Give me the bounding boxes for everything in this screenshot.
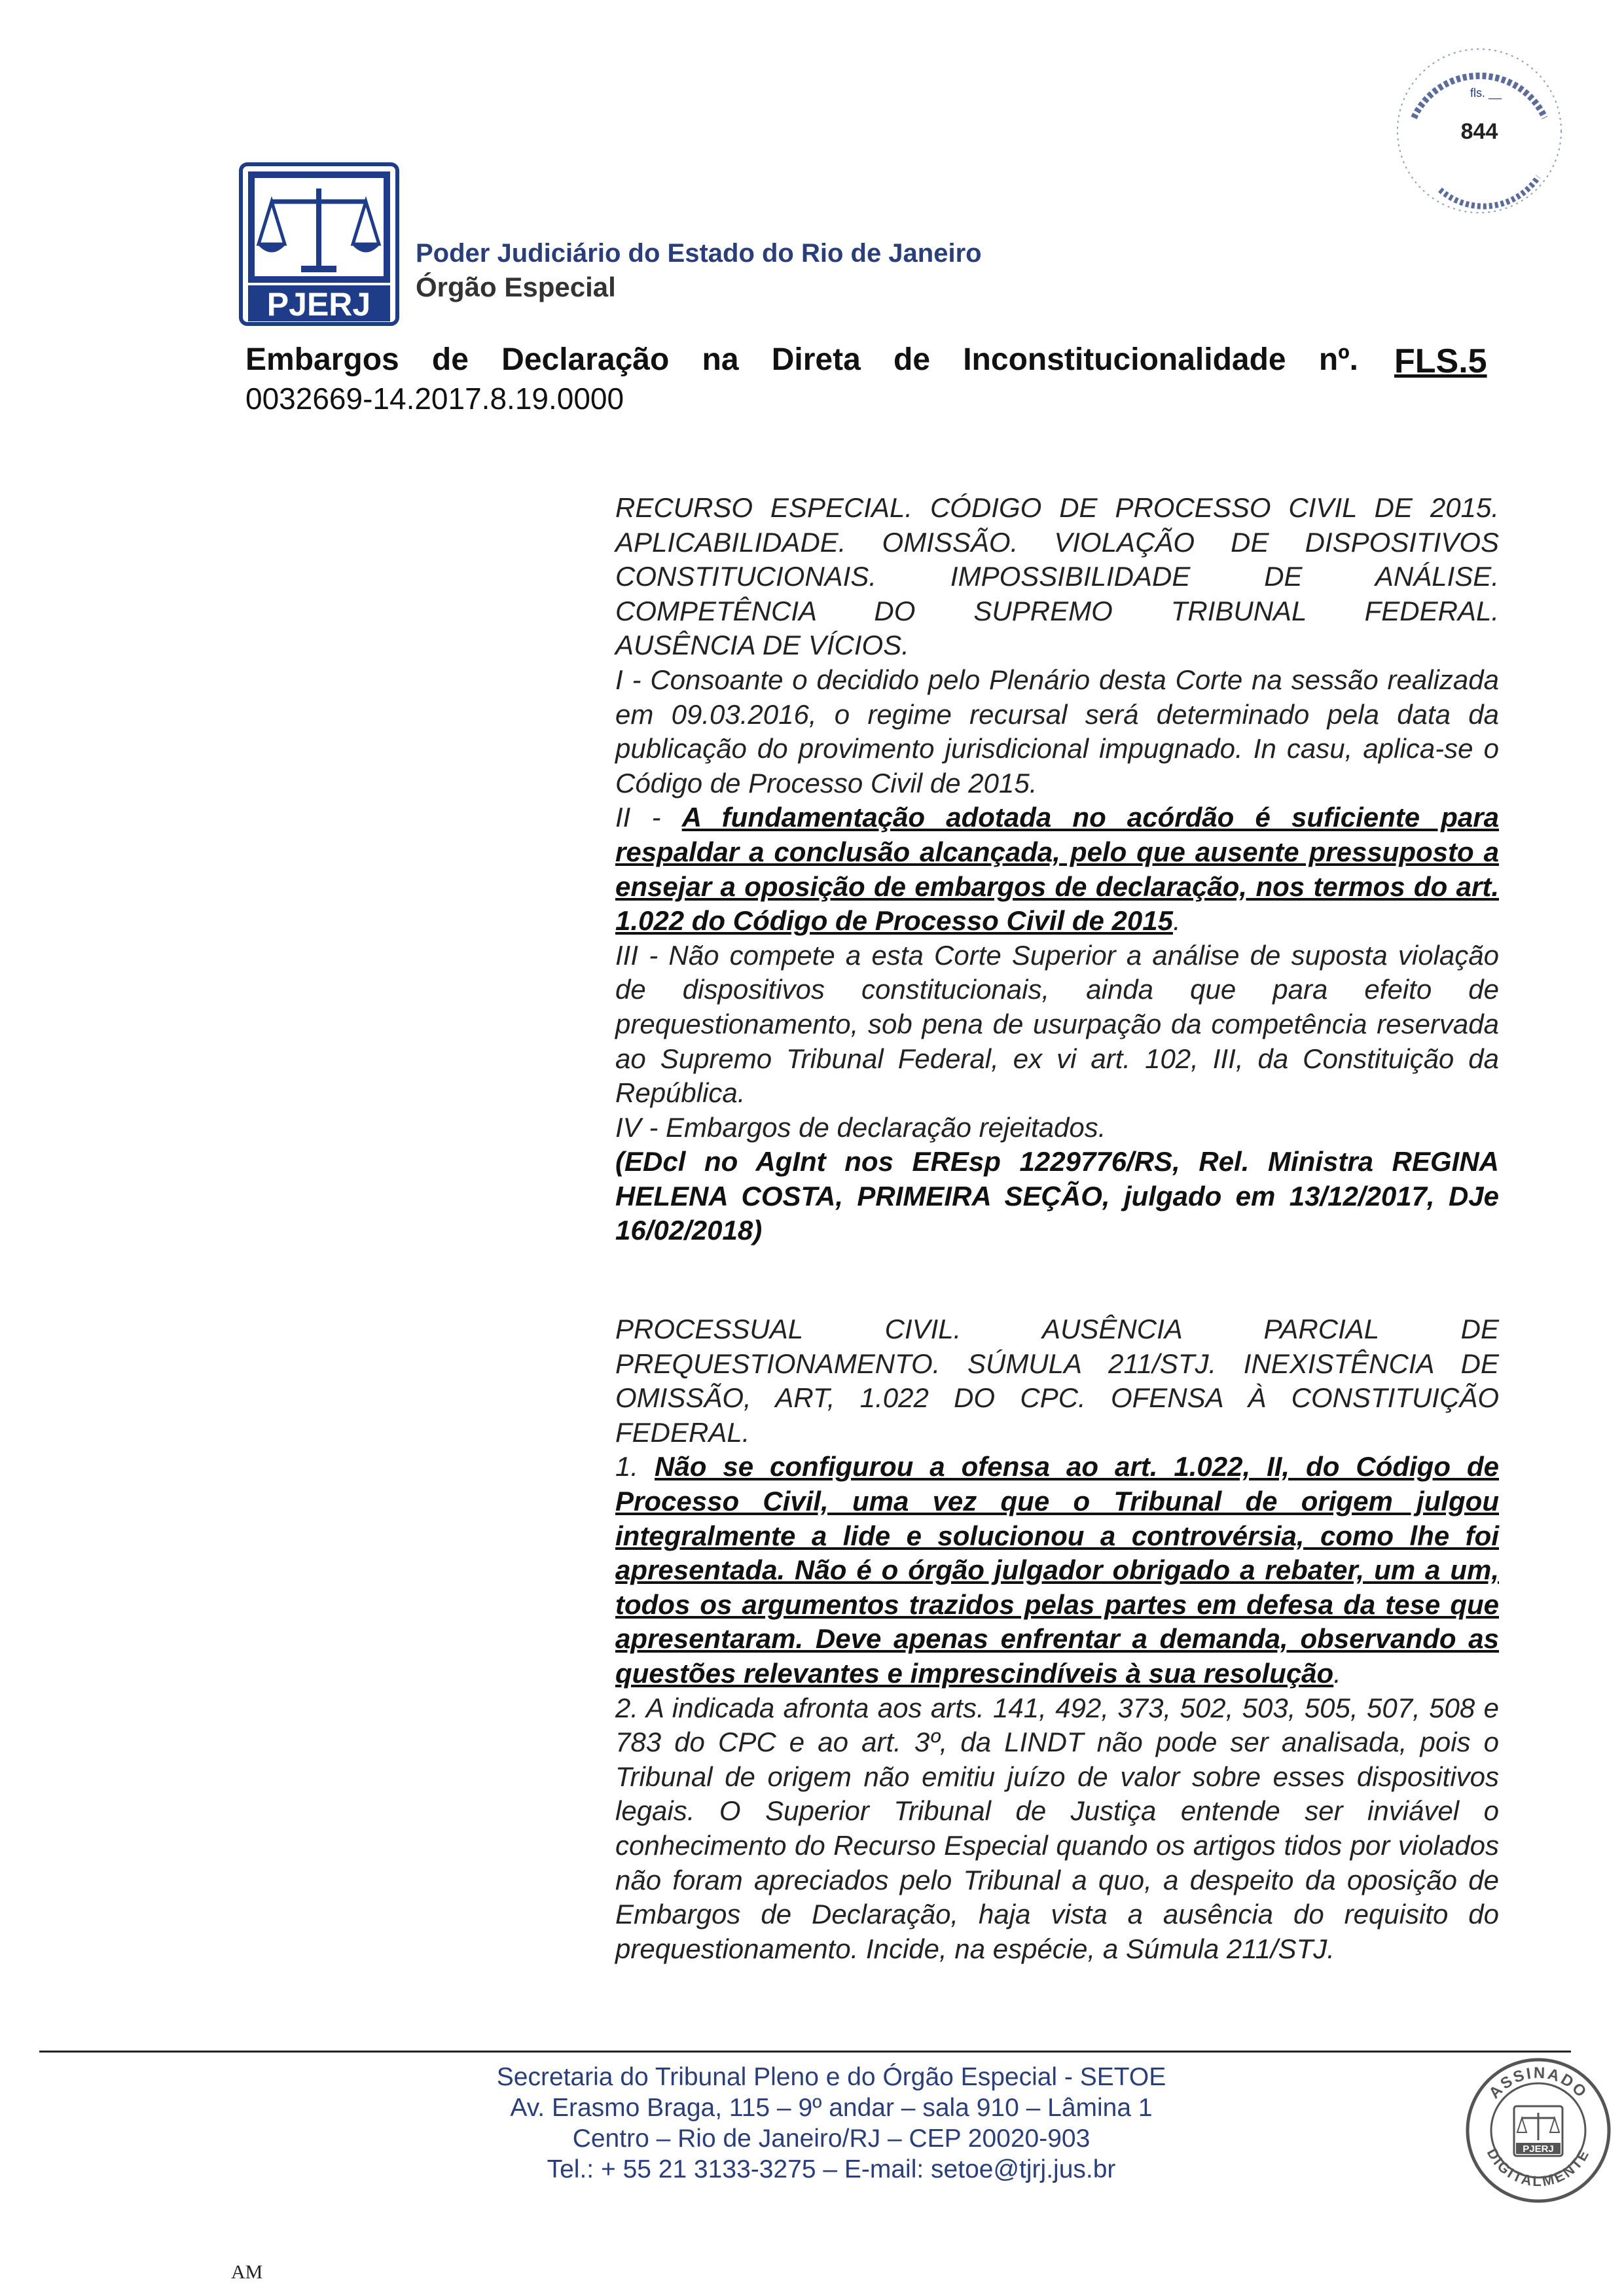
citation-2-item-2: 2. A indicada afronta aos arts. 141, 492, 373, 502, 503, 505, 507, 508 e 783 do CPC e ao art. 3º, da LINDT não pode ser analisada, pois o Tribunal de origem não emitiu juízo de valor sobre esses dispositivos legais. O Superior Tribunal de Justiça entende ser inviável o conhecimento do Recurso Especial quando os artigos tidos por violados não foram apreciados pelo Tribunal a quo, a despeito da oposição de Embargos de Declaração, haja vista a ausência do requisito do prequestionamento. Incide, na espécie, a Súmula 211/STJ. [615,1692,1499,1964]
citation-2-heading-line: OMISSÃO, ART, 1.022 DO CPC. OFENSA À CONSTITUIÇÃO [615,1382,1499,1414]
footer-divider [39,2051,1571,2053]
footer-address [458,2062,1204,2185]
pjerj-logo [239,162,399,326]
author-initials: AM [231,2261,263,2283]
footer-line: Av. Erasmo Braga, 115 – 9º andar – sala 910 – Lâmina 1 [510,2094,1153,2122]
citation-1-item-3: III - Não compete a esta Corte Superior a análise de suposta violação de dispositivos constitucionais, ainda que para efeito de prequestionamento, sob pena de usurpação da competência reservada ao Supremo Tribunal Federal, ex vi art. 102, III, da Constituição da República. [615,939,1499,1109]
item-suffix: . [1172,905,1181,937]
seal-logo-text: PJERJ [1523,2144,1554,2155]
item-prefix: II - [615,802,682,833]
citation-2-heading-line: PROCESSUAL CIVIL. AUSÊNCIA PARCIAL DE [615,1314,1499,1344]
footer-line: Centro – Rio de Janeiro/RJ – CEP 20020-903 [572,2125,1091,2153]
citation-1-item-1: I - Consoante o decidido pelo Plenário desta Corte na sessão realizada em 09.03.2016, o regime recursal será determinado pela data da publicação do provimento jurisdicional impugnado. In casu, aplica-se o Código de Processo Civil de 2015. [615,664,1499,798]
item-prefix: 1. [615,1451,655,1482]
citation-1-heading-line: AUSÊNCIA DE VÍCIOS. [615,630,909,661]
item-suffix: . [1333,1657,1341,1689]
citation-2 [615,1312,1499,1966]
case-title: Embargos de Declaração na Direta de Inconstitucionalidade nº. [245,342,1358,377]
digital-signature-seal [1463,2055,1614,2206]
citation-1-reference: (EDcl no AgInt nos EREsp 1229776/RS, Rel. Ministra REGINA HELENA COSTA, PRIMEIRA SEÇÃO, julgado em 13/12/2017, DJe 16/02/2018) [615,1146,1499,1246]
citation-2-heading-line: PREQUESTIONAMENTO. SÚMULA 211/STJ. INEXISTÊNCIA DE [615,1348,1499,1379]
footer-line: Tel.: + 55 21 3133-3275 – E-mail: setoe@tjrj.jus.br [547,2155,1116,2183]
citation-2-item-1 [615,1450,1499,1691]
citation-1-item-4: IV - Embargos de declaração rejeitados. [615,1111,1106,1143]
highlighted-text: A fundamentação adotada no acórdão é suficiente para respaldar a conclusão alcançada, pelo que ausente pressuposto a ensejar a oposição de embargos de declaração, nos termos do art. 1.022 do Código de Processo Civil de 2015 [615,802,1499,937]
highlighted-text: Não se configurou a ofensa ao art. 1.022, II, do Código de Processo Civil, uma vez que o Tribunal de origem julgou integralmente a lide e solucionou a controvérsia, como lhe foi apresentada. Não é o órgão julgador obrigado a rebater, um a um, todos os argumentos trazidos pelas partes em defesa da tese que apresentaram. Deve apenas enfrentar a demanda, observando as questões relevantes e imprescindíveis à sua resolução [615,1451,1499,1689]
folio-number: FLS.5 [1394,342,1487,380]
stamp-page-number: 844 [1460,119,1498,144]
citation-2-heading-line: FEDERAL. [615,1416,750,1448]
citation-1-heading-line: COMPETÊNCIA DO SUPREMO TRIBUNAL FEDERAL. [615,595,1499,626]
seal-bottom-text: DIGITALMENTE [1483,2145,1593,2190]
citation-1 [615,491,1499,1248]
case-number: 0032669-14.2017.8.19.0000 [245,382,624,416]
citation-1-heading-line: CONSTITUCIONAIS. IMPOSSIBILIDADE DE ANÁLISE. [615,561,1499,592]
logo-text: PJERJ [266,286,371,323]
citation-1-heading-line: APLICABILIDADE. OMISSÃO. VIOLAÇÃO DE DISPOSITIVOS [615,526,1499,558]
citation-1-heading-line: RECURSO ESPECIAL. CÓDIGO DE PROCESSO CIVIL DE 2015. [615,492,1499,523]
citation-1-item-2 [615,800,1499,938]
stamp-small-text: fls. __ [1470,86,1502,99]
court-body: Órgão Especial [416,272,616,302]
page-stamp [1388,39,1571,223]
court-name: Poder Judiciário do Estado do Rio de Janeiro [416,239,982,268]
seal-top-text: ASSINADO [1485,2064,1591,2102]
footer-line: Secretaria do Tribunal Pleno e do Órgão Especial - SETOE [496,2063,1166,2091]
